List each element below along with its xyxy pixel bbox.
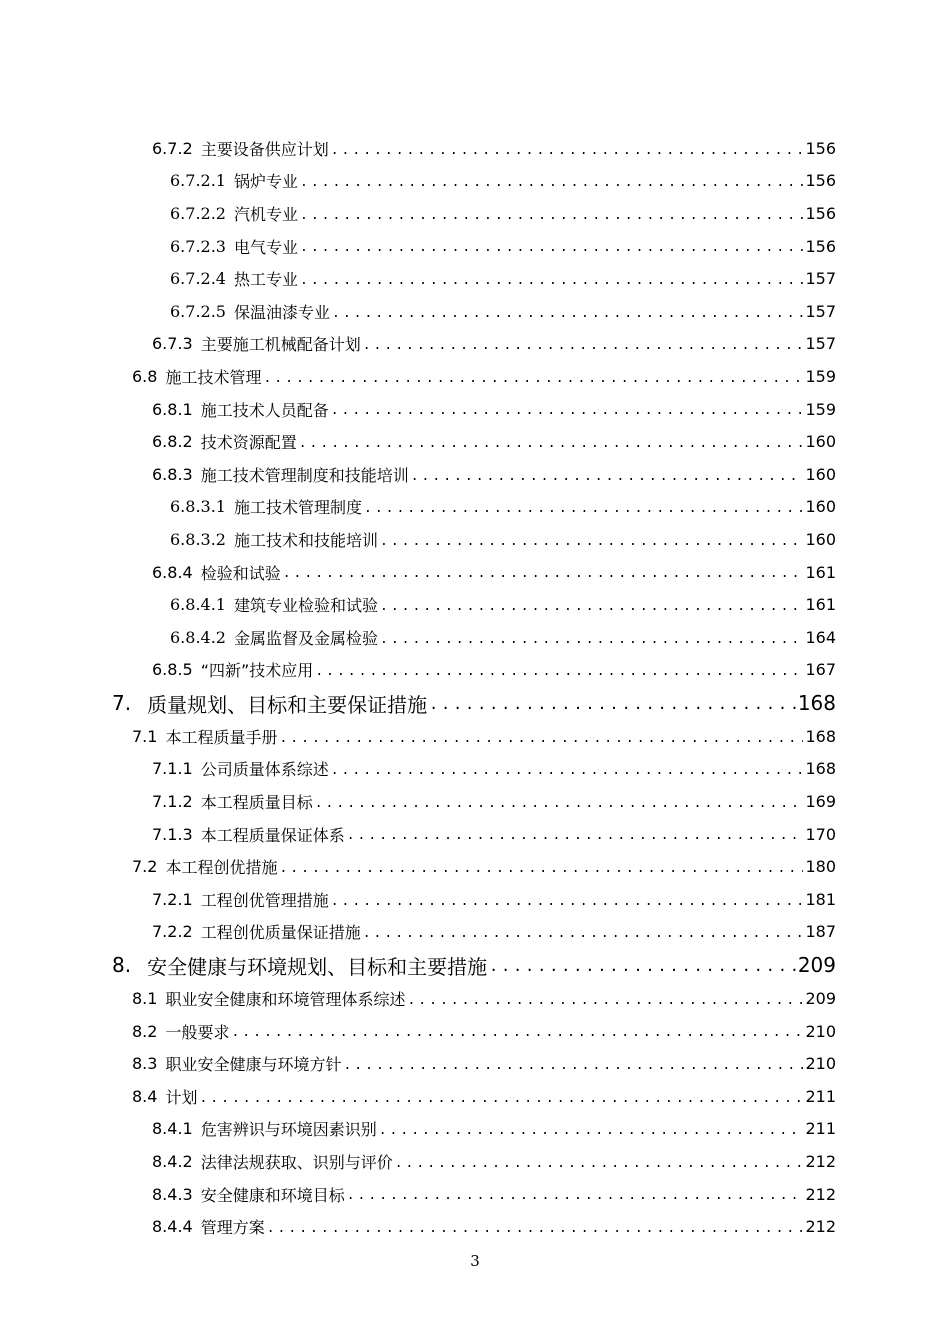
toc-entry[interactable]	[0, 523, 950, 556]
toc-entry[interactable]	[0, 785, 950, 818]
toc-entry-page: 157	[805, 301, 836, 321]
toc-dot-leader	[315, 797, 804, 818]
toc-entry-page: 210	[805, 1021, 836, 1041]
toc-entry-page: 159	[805, 366, 836, 386]
toc-entry-number: 8.4.1	[152, 1119, 193, 1139]
toc-entry-title: 主要设备供应计划	[200, 139, 329, 159]
toc-entry-title: “四新”技术应用	[200, 661, 314, 681]
toc-dot-leader	[267, 1222, 804, 1243]
toc-entry-number: 8.4.4	[152, 1217, 193, 1237]
toc-entry[interactable]	[0, 556, 950, 589]
toc-dot-leader	[331, 764, 804, 785]
toc-entry-title: 本工程质量目标	[200, 793, 313, 813]
toc-entry-number: 6.7.2.4	[170, 269, 226, 289]
toc-entry-page: 160	[805, 497, 836, 517]
toc-entry-number: 7.1.1	[152, 759, 193, 779]
toc-entry-page: 209	[797, 953, 836, 978]
toc-dot-leader	[347, 829, 804, 850]
toc-entry[interactable]	[0, 588, 950, 621]
toc-entry-page: 211	[805, 1086, 836, 1106]
toc-entry[interactable]	[0, 425, 950, 458]
toc-entry-title: 热工专业	[233, 270, 298, 290]
toc-entry[interactable]	[0, 1178, 950, 1211]
toc-dot-leader	[300, 176, 803, 197]
toc-entry-page: 210	[805, 1054, 836, 1074]
toc-entry-page: 168	[805, 726, 836, 746]
toc-entry-page: 180	[805, 857, 836, 877]
toc-entry-page: 181	[805, 889, 836, 909]
toc-entry-page: 157	[805, 334, 836, 354]
toc-entry-number: 6.8	[132, 366, 158, 386]
toc-dot-leader	[283, 567, 804, 588]
toc-entry-title: 检验和试验	[200, 563, 281, 583]
toc-entry-title: 计划	[165, 1087, 198, 1107]
toc-entry-title: 施工技术人员配备	[200, 400, 329, 420]
toc-entry-title: 汽机专业	[233, 204, 298, 224]
toc-entry-page: 161	[805, 595, 836, 615]
toc-entry[interactable]	[0, 491, 950, 524]
toc-entry-title: 危害辨识与环境因素识别	[200, 1120, 377, 1140]
toc-entry-number: 6.8.4	[152, 562, 193, 582]
toc-entry-page: 160	[805, 529, 836, 549]
table-of-contents	[0, 132, 950, 1243]
toc-entry[interactable]	[0, 197, 950, 230]
toc-entry-page: 170	[805, 824, 836, 844]
toc-entry-number: 7.1.3	[152, 824, 193, 844]
toc-dot-leader	[315, 665, 803, 686]
toc-dot-leader	[364, 502, 803, 523]
toc-entry[interactable]	[0, 262, 950, 295]
toc-entry[interactable]	[0, 982, 950, 1015]
toc-dot-leader	[407, 994, 803, 1015]
toc-entry-page: 156	[805, 236, 836, 256]
toc-entry-page: 160	[805, 464, 836, 484]
toc-entry-number: 6.7.2.1	[170, 171, 226, 191]
toc-entry-title: 建筑专业检验和试验	[233, 596, 378, 616]
toc-entry[interactable]	[0, 165, 950, 198]
toc-entry-page: 212	[805, 1152, 836, 1172]
toc-dot-leader	[263, 372, 803, 393]
toc-dot-leader	[489, 959, 796, 982]
toc-dot-leader	[411, 470, 804, 491]
toc-entry[interactable]	[0, 850, 950, 883]
toc-entry[interactable]	[0, 883, 950, 916]
toc-entry-title: 施工技术和技能培训	[233, 530, 378, 550]
toc-dot-leader	[380, 535, 803, 556]
toc-entry-number: 7.1	[132, 726, 158, 746]
toc-dot-leader	[300, 209, 803, 230]
toc-dot-leader	[279, 732, 803, 753]
toc-dot-leader	[380, 633, 803, 654]
toc-entry-number: 6.8.1	[152, 399, 193, 419]
toc-entry[interactable]	[0, 1047, 950, 1080]
toc-entry[interactable]	[0, 132, 950, 165]
toc-entry-number: 6.8.3.1	[170, 497, 226, 517]
toc-entry-number: 6.7.2.3	[170, 236, 226, 256]
toc-entry-number: 8.1	[132, 989, 158, 1009]
toc-entry[interactable]	[0, 621, 950, 654]
toc-entry[interactable]	[0, 1113, 950, 1146]
toc-entry-page: 169	[805, 792, 836, 812]
toc-dot-leader	[299, 437, 804, 458]
toc-dot-leader	[331, 144, 804, 165]
toc-entry-number: 8.4.2	[152, 1152, 193, 1172]
toc-entry-title: 施工技术管理制度和技能培训	[200, 465, 409, 485]
toc-dot-leader	[199, 1092, 803, 1113]
toc-entry-page: 161	[805, 562, 836, 582]
toc-entry-title: 主要施工机械配备计划	[200, 335, 361, 355]
toc-entry[interactable]	[0, 916, 950, 949]
toc-entry[interactable]	[0, 948, 950, 982]
toc-dot-leader	[331, 895, 804, 916]
toc-entry-number: 8.3	[132, 1054, 158, 1074]
toc-entry-title: 质量规划、目标和主要保证措施	[147, 692, 428, 717]
toc-entry-title: 本工程质量保证体系	[200, 825, 345, 845]
toc-entry-title: 保温油漆专业	[233, 302, 330, 322]
toc-entry-page: 187	[805, 922, 836, 942]
toc-entry-number: 7.2	[132, 857, 158, 877]
toc-dot-leader	[363, 339, 804, 360]
toc-entry-page: 212	[805, 1184, 836, 1204]
toc-entry-title: 工程创优质量保证措施	[200, 923, 361, 943]
toc-dot-leader	[331, 404, 804, 425]
toc-entry-number: 7.1.2	[152, 792, 193, 812]
toc-dot-leader	[363, 927, 804, 948]
toc-entry-page: 164	[805, 627, 836, 647]
toc-dot-leader	[300, 274, 803, 295]
toc-entry-title: 电气专业	[233, 237, 298, 257]
toc-entry-number: 6.7.2.2	[170, 203, 226, 223]
toc-entry-page: 212	[805, 1217, 836, 1237]
toc-entry[interactable]	[0, 458, 950, 491]
toc-entry-title: 金属监督及金属检验	[233, 628, 378, 648]
toc-entry-title: 安全健康与环境规划、目标和主要措施	[147, 954, 488, 979]
toc-entry[interactable]	[0, 654, 950, 687]
toc-entry[interactable]	[0, 1210, 950, 1243]
toc-entry-number: 6.7.2.5	[170, 301, 226, 321]
toc-entry-title: 职业安全健康和环境管理体系综述	[165, 990, 406, 1010]
toc-entry-page: 209	[805, 989, 836, 1009]
toc-dot-leader	[332, 307, 803, 328]
toc-entry-number: 7.2.2	[152, 922, 193, 942]
toc-entry-title: 施工技术管理制度	[233, 498, 362, 518]
toc-entry-title: 公司质量体系综述	[200, 760, 329, 780]
toc-entry-title: 一般要求	[165, 1022, 230, 1042]
toc-dot-leader	[231, 1026, 803, 1047]
toc-entry-page: 168	[797, 691, 836, 716]
toc-entry[interactable]	[0, 393, 950, 426]
toc-entry-title: 职业安全健康与环境方针	[165, 1055, 342, 1075]
toc-entry-number: 8.2	[132, 1021, 158, 1041]
toc-entry[interactable]	[0, 818, 950, 851]
toc-entry-title: 施工技术管理	[165, 367, 262, 387]
toc-entry-number: 8.4	[132, 1086, 158, 1106]
toc-dot-leader	[379, 1124, 804, 1145]
toc-entry-title: 安全健康和环境目标	[200, 1185, 345, 1205]
toc-entry-page: 211	[805, 1119, 836, 1139]
toc-dot-leader	[395, 1157, 804, 1178]
toc-entry-page: 160	[805, 432, 836, 452]
toc-entry[interactable]	[0, 1080, 950, 1113]
toc-entry[interactable]	[0, 230, 950, 263]
toc-entry[interactable]	[0, 328, 950, 361]
toc-dot-leader	[380, 600, 803, 621]
toc-entry-number: 6.8.4.2	[170, 627, 226, 647]
toc-entry-title: 法律法规获取、识别与评价	[200, 1153, 393, 1173]
toc-entry-number: 6.7.2	[152, 138, 193, 158]
toc-entry[interactable]	[0, 295, 950, 328]
toc-entry-page: 168	[805, 759, 836, 779]
toc-entry-title: 工程创优管理措施	[200, 890, 329, 910]
toc-entry-number: 6.8.3.2	[170, 529, 226, 549]
toc-entry-number: 7.2.1	[152, 889, 193, 909]
toc-entry-page: 167	[805, 660, 836, 680]
toc-entry-page: 156	[805, 171, 836, 191]
toc-dot-leader	[343, 1059, 803, 1080]
toc-entry[interactable]	[0, 686, 950, 720]
toc-dot-leader	[429, 697, 796, 720]
toc-entry-number: 7.	[112, 691, 132, 716]
toc-entry-title: 管理方案	[200, 1218, 265, 1238]
toc-entry-title: 锅炉专业	[233, 172, 298, 192]
toc-entry-title: 技术资源配置	[200, 433, 297, 453]
toc-entry-number: 8.4.3	[152, 1184, 193, 1204]
toc-entry-page: 159	[805, 399, 836, 419]
toc-entry-number: 6.7.3	[152, 334, 193, 354]
toc-dot-leader	[300, 241, 803, 262]
toc-entry[interactable]	[0, 360, 950, 393]
toc-entry-page: 156	[805, 138, 836, 158]
page-number: 3	[470, 1252, 480, 1270]
toc-entry-number: 6.8.2	[152, 432, 193, 452]
toc-entry[interactable]	[0, 1145, 950, 1178]
toc-entry[interactable]	[0, 1015, 950, 1048]
toc-entry-number: 6.8.3	[152, 464, 193, 484]
toc-entry[interactable]	[0, 753, 950, 786]
toc-entry-number: 6.8.5	[152, 660, 193, 680]
toc-entry-number: 6.8.4.1	[170, 595, 226, 615]
toc-dot-leader	[279, 862, 803, 883]
toc-dot-leader	[347, 1189, 804, 1210]
toc-entry-number: 8.	[112, 953, 132, 978]
toc-entry[interactable]	[0, 720, 950, 753]
toc-entry-title: 本工程质量手册	[165, 727, 278, 747]
toc-entry-title: 本工程创优措施	[165, 858, 278, 878]
toc-entry-page: 156	[805, 203, 836, 223]
toc-entry-page: 157	[805, 269, 836, 289]
